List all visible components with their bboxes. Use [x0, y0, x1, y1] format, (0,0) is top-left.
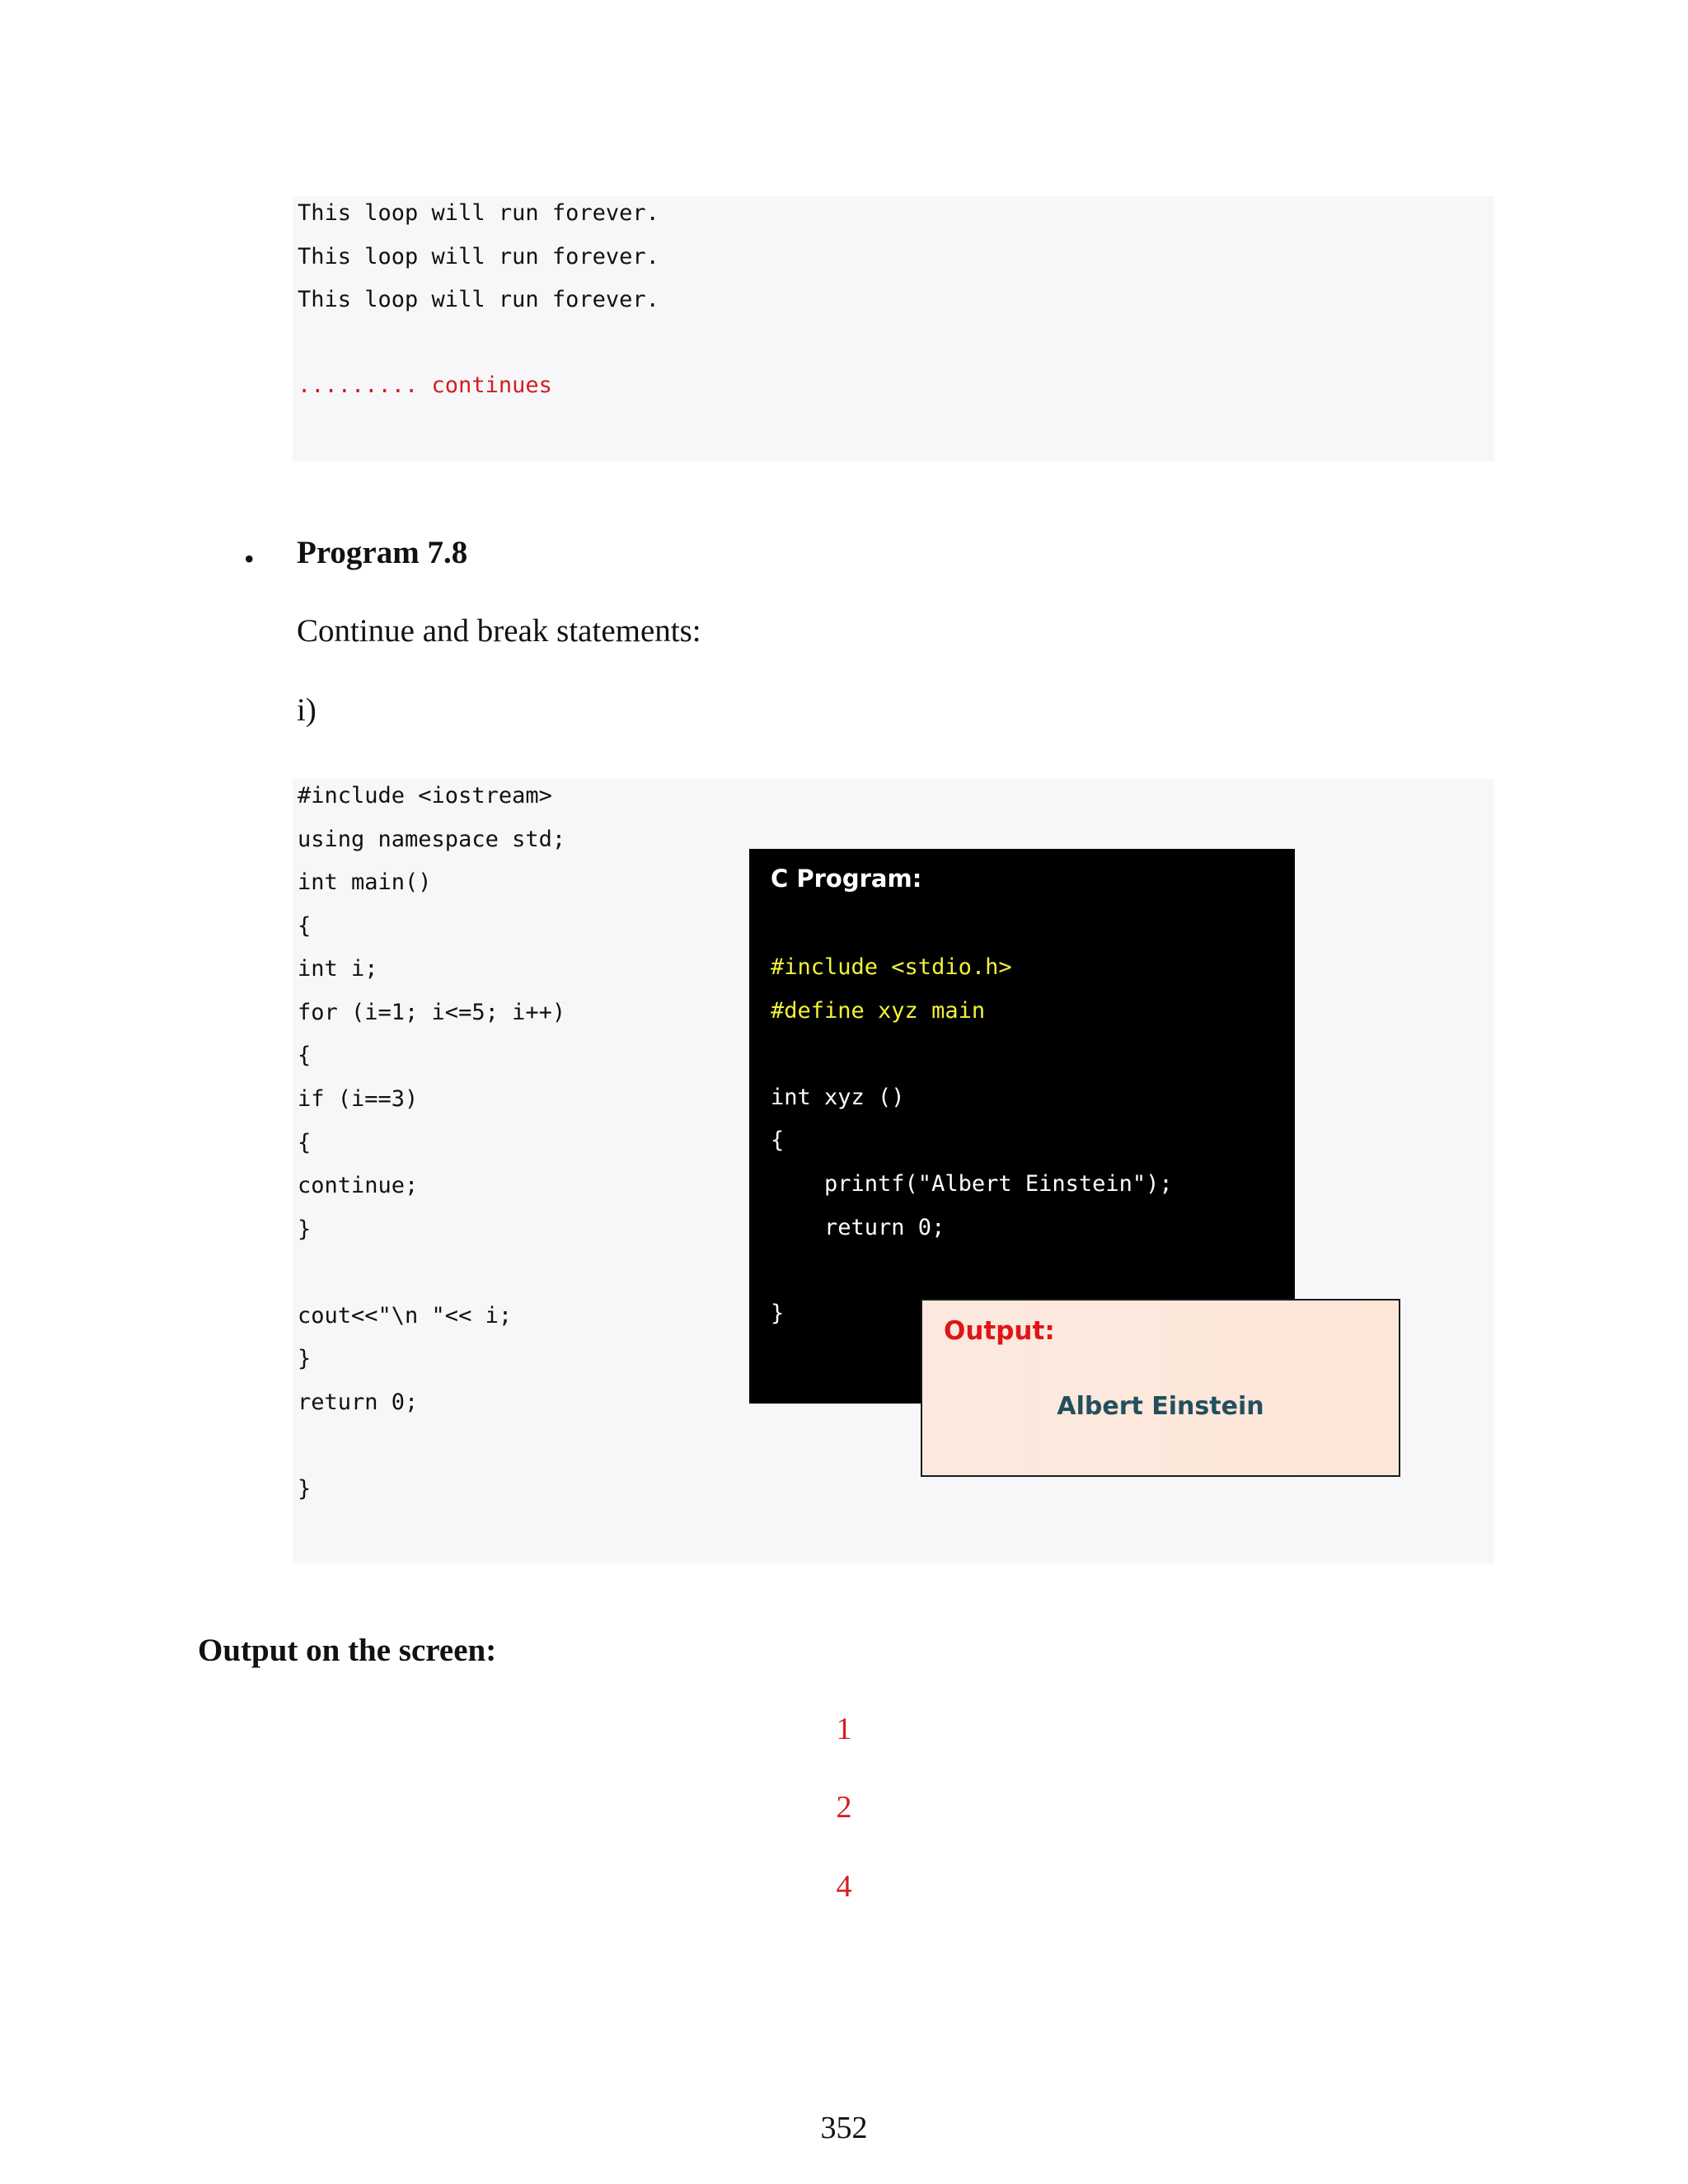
- screen-output-value: 4: [836, 1869, 852, 1904]
- screen-output-value: 2: [836, 1790, 852, 1825]
- item-label: i): [297, 692, 316, 728]
- code-line: {: [298, 1043, 312, 1068]
- screen-output-value: 1: [836, 1712, 852, 1746]
- screen-output-heading: Output on the screen:: [198, 1633, 497, 1668]
- c-code-line: return 0;: [771, 1215, 945, 1240]
- program-subtitle: Continue and break statements:: [297, 613, 701, 649]
- code-line: {: [298, 1130, 312, 1155]
- code-line: #include <iostream>: [298, 783, 552, 808]
- loop-output-block: [293, 196, 1494, 462]
- program-title: Program 7.8: [297, 535, 468, 570]
- c-output-value: Albert Einstein: [1057, 1392, 1264, 1421]
- continues-note: ......... continues: [298, 373, 552, 398]
- code-line: for (i=1; i<=5; i++): [298, 1000, 566, 1025]
- c-code-line: #include <stdio.h>: [771, 954, 1012, 980]
- code-line: int main(): [298, 869, 432, 895]
- loop-output-line: This loop will run forever.: [298, 287, 659, 312]
- code-line: }: [298, 1346, 312, 1371]
- c-output-panel: [921, 1299, 1400, 1477]
- code-line: {: [298, 913, 312, 939]
- c-code-line: {: [771, 1127, 785, 1153]
- c-program-title: C Program:: [771, 865, 922, 893]
- c-code-line: #define xyz main: [771, 998, 986, 1024]
- loop-output-line: This loop will run forever.: [298, 200, 659, 226]
- code-line: cout<<"\n "<< i;: [298, 1303, 513, 1329]
- c-code-line: int xyz (): [771, 1085, 905, 1110]
- code-line: int i;: [298, 956, 378, 982]
- code-line: }: [298, 1216, 312, 1242]
- c-code-line: printf("Albert Einstein");: [771, 1171, 1173, 1197]
- code-line: return 0;: [298, 1390, 419, 1415]
- c-output-title: Output:: [944, 1316, 1055, 1346]
- code-line: }: [298, 1476, 312, 1502]
- bullet-icon: •: [244, 542, 255, 575]
- code-line: using namespace std;: [298, 827, 566, 852]
- page-number: 352: [820, 2111, 868, 2145]
- code-line: if (i==3): [298, 1086, 419, 1112]
- code-line: continue;: [298, 1173, 419, 1198]
- loop-output-line: This loop will run forever.: [298, 244, 659, 269]
- c-code-line: }: [771, 1301, 785, 1326]
